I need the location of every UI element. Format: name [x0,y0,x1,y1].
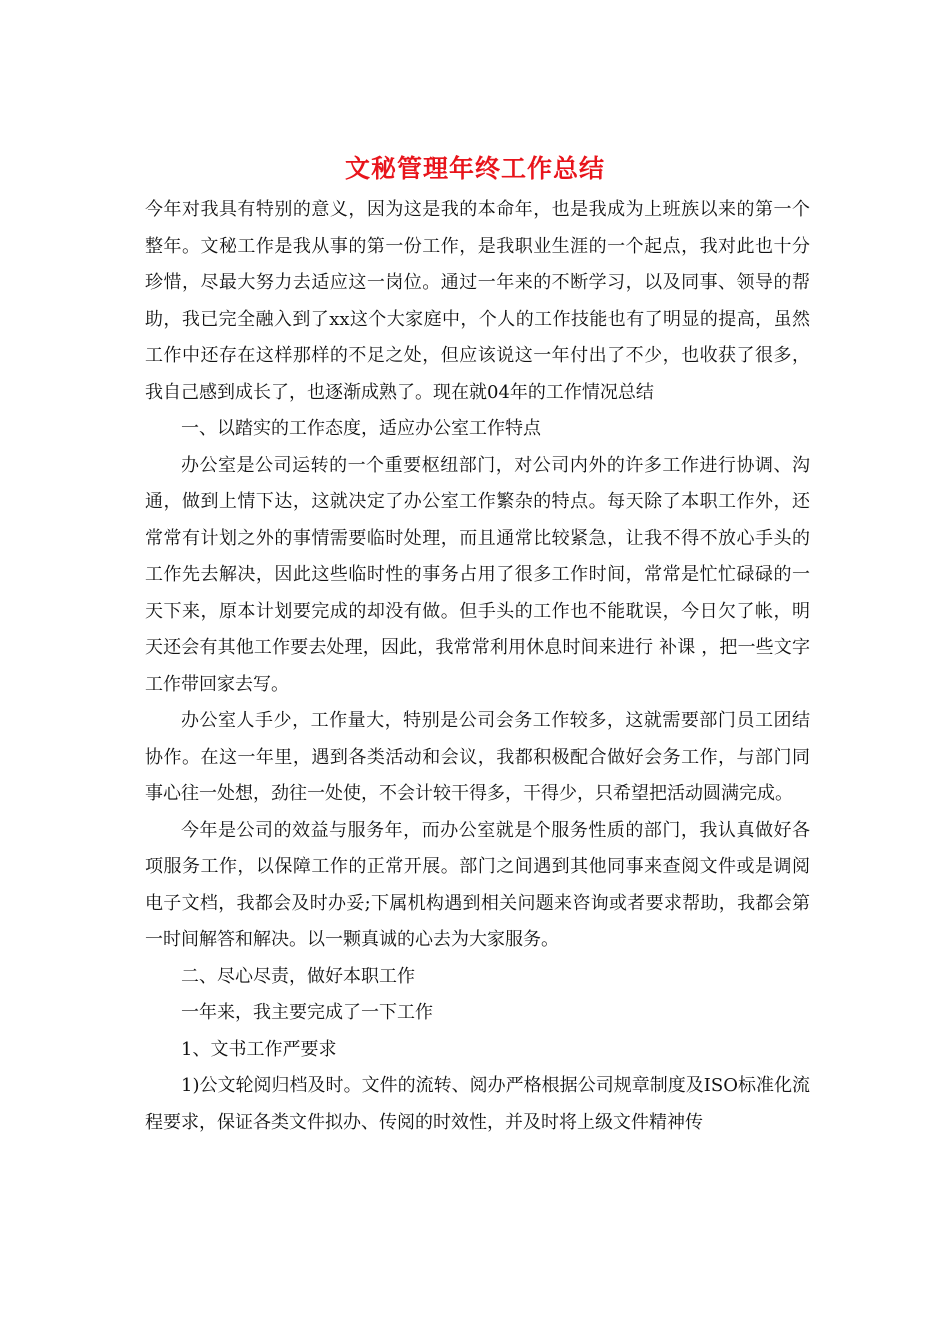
document-body [145,192,810,1141]
paragraph-intro: 今年对我具有特别的意义，因为这是我的本命年，也是我成为上班族以来的第一个整年。文秘工作是我从事的第一份工作，是我职业生涯的一个起点，我对此也十分珍惜，尽最大努力去适应这一岗位。通过一年来的不断学习，以及同事、领导的帮助，我已完全融入到了xx这个大家庭中，个人的工作技能也有了明显的提高，虽然工作中还存在这样那样的不足之处，但应该说这一年付出了不少，也收获了很多，我自己感到成长了，也逐渐成熟了。现在就04年的工作情况总结 [145,199,810,403]
paragraph-office-characteristics: 办公室是公司运转的一个重要枢纽部门，对公司内外的许多工作进行协调、沟通，做到上情下达，这就决定了办公室工作繁杂的特点。每天除了本职工作外，还常常有计划之外的事情需要临时处理，而且通常比较紧急，让我不得不放心手头的工作先去解决，因此这些临时性的事务占用了很多工作时间，常常是忙忙碌碌的一天下来，原本计划要完成的却没有做。但手头的工作也不能耽误，今日欠了帐，明天还会有其他工作要去处理，因此，我常常利用休息时间来进行 补课 ，把一些文字工作带回家去写。 [145,454,810,695]
subsection-heading-1: 1、文书工作严要求 [181,1038,337,1060]
document-title: 文秘管理年终工作总结 [344,154,605,183]
paragraph-document-archiving: 1)公文轮阅归档及时。文件的流转、阅办严格根据公司规章制度及ISO标准化流程要求，保证各类文件拟办、传阅的时效性，并及时将上级文件精神传 [145,1075,810,1133]
section-heading-2: 二、尽心尽责，做好本职工作 [181,965,415,987]
paragraph-teamwork: 办公室人手少，工作量大，特别是公司会务工作较多，这就需要部门员工团结协作。在这一年里，遇到各类活动和会议，我都积极配合做好会务工作，与部门同事心往一处想，劲往一处使，不会计较干得多，干得少，只希望把活动圆满完成。 [145,710,810,804]
section-heading-1: 一、以踏实的工作态度，适应办公室工作特点 [181,418,541,439]
paragraph-work-list-intro: 一年来，我主要完成了一下工作 [181,1002,433,1023]
paragraph-service: 今年是公司的效益与服务年，而办公室就是个服务性质的部门，我认真做好各项服务工作，以保障工作的正常开展。部门之间遇到其他同事来查阅文件或是调阅电子文档，我都会及时办妥;下属机构遇到相关问题来咨询或者要求帮助，我都会第一时间解答和解决。以一颗真诚的心去为大家服务。 [145,819,810,950]
